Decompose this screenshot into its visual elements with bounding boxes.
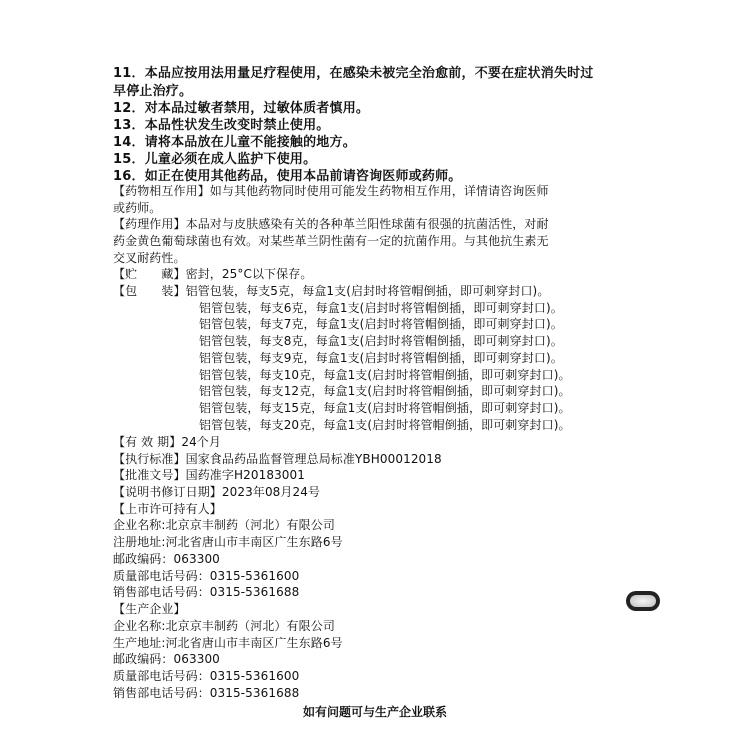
precaution-16: 16．如正在使用其他药品，使用本品前请咨询医师或药师。 [113, 169, 462, 184]
holder-postcode: 邮政编码：063300 [113, 552, 220, 566]
pharmacology-line-2: 药金黄色葡萄球菌也有效。对某些革兰阴性菌有一定的抗菌作用。与其他抗生素无 [113, 234, 549, 248]
standard: 【执行标准】国家食品药品监督管理总局标准YBH00012018 [113, 452, 442, 466]
approval-number: 【批准文号】国药准字H20183001 [113, 468, 306, 482]
precaution-11-line-1: 11．本品应按用法用量足疗程使用，在感染未被完全治愈前，不要在症状消失时过 [113, 66, 594, 81]
manufacturer-heading: 【生产企业】 [113, 602, 186, 616]
interactions-line-2: 或药师。 [113, 201, 162, 215]
revision-date: 【说明书修订日期】2023年08月24号 [113, 485, 321, 499]
packaging-line-4: 铝管包装，每支8克，每盒1支(启封时将管帽倒插，即可刺穿封口)。 [199, 334, 563, 348]
manufacturer-company: 企业名称:北京京丰制药（河北）有限公司 [113, 619, 335, 633]
manufacturer-address: 生产地址:河北省唐山市丰南区广生东路6号 [113, 636, 343, 650]
footer-contact-note: 如有问题可与生产企业联系 [302, 705, 447, 719]
packaging-line-1: 【包 装】铝管包装，每支5克，每盒1支(启封时将管帽倒插，即可刺穿封口)。 [113, 284, 550, 298]
holder-address: 注册地址:河北省唐山市丰南区广生东路6号 [113, 535, 343, 549]
storage: 【贮 藏】密封，25°C以下保存。 [113, 267, 313, 281]
holder-company: 企业名称:北京京丰制药（河北）有限公司 [113, 518, 335, 532]
holder-quality-phone: 质量部电话号码：0315-5361600 [113, 569, 300, 583]
precaution-14: 14．请将本品放在儿童不能接触的地方。 [113, 135, 356, 150]
manufacturer-quality-phone: 质量部电话号码：0315-5361600 [113, 669, 300, 683]
packaging-line-5: 铝管包装，每支9克，每盒1支(启封时将管帽倒插，即可刺穿封口)。 [199, 351, 563, 365]
holder-heading: 【上市许可持有人】 [113, 502, 222, 516]
pill-highlight [630, 595, 656, 607]
manufacturer-postcode: 邮政编码：063300 [113, 652, 220, 666]
packaging-line-6: 铝管包装，每支10克，每盒1支(启封时将管帽倒插，即可刺穿封口)。 [199, 368, 571, 382]
precaution-13: 13．本品性状发生改变时禁止使用。 [113, 118, 330, 133]
packaging-line-8: 铝管包装，每支15克，每盒1支(启封时将管帽倒插，即可刺穿封口)。 [199, 401, 571, 415]
interactions-line-1: 【药物相互作用】如与其他药物同时使用可能发生药物相互作用，详情请咨询医师 [113, 184, 549, 198]
validity: 【有 效 期】24个月 [113, 435, 221, 449]
manufacturer-sales-phone: 销售部电话号码：0315-5361688 [113, 686, 300, 700]
pharmacology-line-1: 【药理作用】本品对与皮肤感染有关的各种革兰阳性球菌有很强的抗菌活性，对耐 [113, 217, 549, 231]
holder-sales-phone: 销售部电话号码：0315-5361688 [113, 585, 300, 599]
packaging-line-3: 铝管包装，每支7克，每盒1支(启封时将管帽倒插，即可刺穿封口)。 [199, 317, 563, 331]
pill-mark [626, 591, 660, 611]
packaging-line-7: 铝管包装，每支12克，每盒1支(启封时将管帽倒插，即可刺穿封口)。 [199, 384, 571, 398]
precaution-15: 15．儿童必须在成人监护下使用。 [113, 152, 317, 167]
packaging-line-9: 铝管包装，每支20克，每盒1支(启封时将管帽倒插，即可刺穿封口)。 [199, 418, 571, 432]
packaging-line-2: 铝管包装，每支6克，每盒1支(启封时将管帽倒插，即可刺穿封口)。 [199, 301, 563, 315]
pharmacology-line-3: 交叉耐药性。 [113, 251, 186, 265]
precaution-12: 12．对本品过敏者禁用，过敏体质者慎用。 [113, 101, 370, 116]
precaution-11-line-2: 早停止治疗。 [113, 84, 193, 99]
